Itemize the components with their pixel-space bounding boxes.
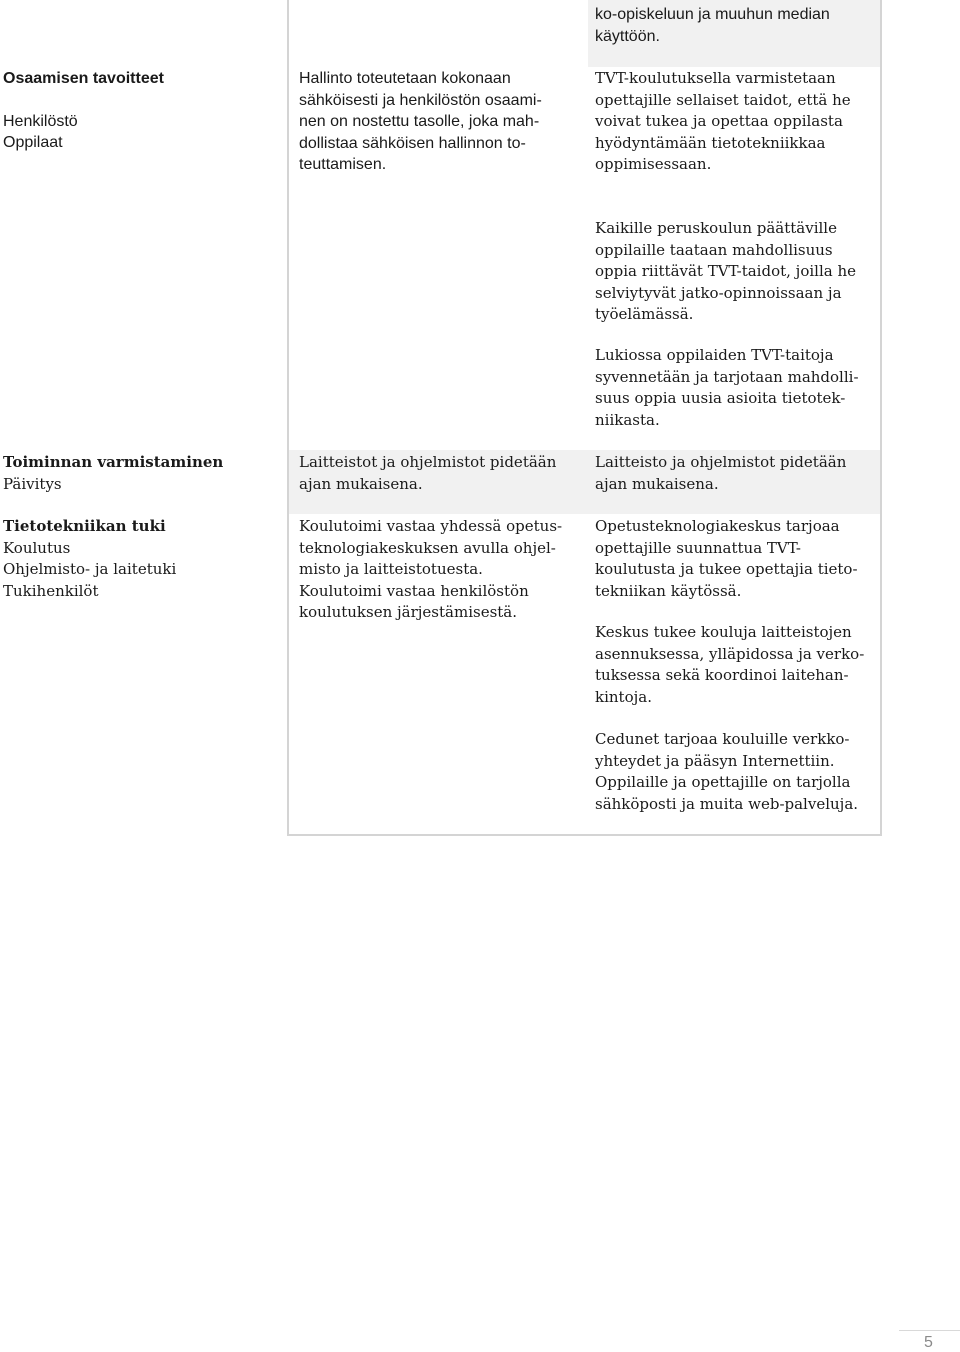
top-row-col3 xyxy=(595,4,880,47)
toiminnan-label xyxy=(3,452,283,495)
section-item: Oppilaat xyxy=(3,134,63,151)
text-line: oppilaille taataan mahdollisuus xyxy=(595,240,833,259)
text-line: Lukiossa oppilaiden TVT-taitoja xyxy=(595,346,834,364)
osaaminen-col2 xyxy=(299,68,584,176)
tietotekniikan-col3-p2 xyxy=(595,622,880,708)
text-line: Laitteisto ja ohjelmistot pidetään xyxy=(595,453,847,471)
text-line: selviytyvät jatko-opinnoissaan ja xyxy=(595,283,842,302)
text-line: hyödyntämään tietotekniikkaa xyxy=(595,133,826,152)
text-line: opettajille suunnattua TVT- xyxy=(595,538,801,557)
text-line: koulutuksen järjestämisestä. xyxy=(299,603,518,621)
text-line: Koulutoimi vastaa henkilöstön xyxy=(299,581,529,600)
section-title: Toiminnan varmistaminen xyxy=(3,453,224,471)
text-line: yhteydet ja pääsyn Internettiin. xyxy=(595,751,835,770)
text-line: teknologiakeskuksen avulla ohjel- xyxy=(299,538,556,557)
text-line: oppimisessaan. xyxy=(595,155,712,173)
section-item: Henkilöstö xyxy=(3,112,78,130)
text-line: opettajille sellaiset taidot, että he xyxy=(595,90,851,109)
text-line: Koulutoimi vastaa yhdessä opetus- xyxy=(299,517,563,535)
text-line: TVT-koulutuksella varmistetaan xyxy=(595,69,836,87)
section-item: Päivitys xyxy=(3,474,62,493)
text-line: ajan mukaisena. xyxy=(595,474,719,493)
text-line: työelämässä. xyxy=(595,305,694,323)
text-line: koulutusta ja tukee opettajia tieto- xyxy=(595,560,858,578)
text-line: tuksessa sekä koordinoi laitehan- xyxy=(595,666,849,684)
text-line: nen on nostettu tasolle, joka mah- xyxy=(299,113,540,130)
text-line: Keskus tukee kouluja laitteistojen xyxy=(595,623,852,641)
toiminnan-col3 xyxy=(595,452,880,495)
section-item: Koulutus xyxy=(3,538,71,557)
text-line: dollistaa sähköisen hallinnon to- xyxy=(299,134,526,152)
footer-rule xyxy=(899,1330,960,1331)
table-right-border xyxy=(880,0,882,836)
text-line: voivat tukea ja opettaa oppilasta xyxy=(595,112,843,130)
text-line: sähköisesti ja henkilöstön osaami- xyxy=(299,91,542,109)
text-line: suus oppia uusia asioita tietotek- xyxy=(595,389,846,407)
text-line: Oppilaille ja opettajille on tarjolla xyxy=(595,773,851,791)
tietotekniikan-col3-p3 xyxy=(595,729,880,815)
text-line: misto ja laitteistotuesta. xyxy=(299,560,483,578)
text-line: Hallinto toteutetaan kokonaan xyxy=(299,70,511,87)
toiminnan-col2 xyxy=(299,452,584,495)
text-line: käyttöön. xyxy=(595,27,660,45)
osaaminen-col3-p2 xyxy=(595,218,880,326)
tietotekniikan-col2 xyxy=(299,516,584,624)
osaaminen-col3 xyxy=(595,68,880,176)
text-line: kintoja. xyxy=(595,687,652,706)
text-line: ko-opiskeluun ja muuhun median xyxy=(595,6,830,23)
osaaminen-col3-p3 xyxy=(595,345,880,431)
section-title: Osaamisen tavoitteet xyxy=(3,70,164,87)
text-line: oppia riittävät TVT-taidot, joilla he xyxy=(595,262,856,280)
text-line: niikasta. xyxy=(595,410,660,429)
text-line: ajan mukaisena. xyxy=(299,474,423,493)
text-line: asennuksessa, ylläpidossa ja verko- xyxy=(595,644,865,663)
tietotekniikan-label xyxy=(3,516,283,602)
tietotekniikan-col3-p1 xyxy=(595,516,880,602)
text-line: Opetusteknologiakeskus tarjoaa xyxy=(595,517,840,535)
text-line: teuttamisen. xyxy=(299,156,387,173)
table-left-border xyxy=(287,0,289,836)
section-title: Tietotekniikan tuki xyxy=(3,517,166,535)
text-line: Kaikille peruskoulun päättäville xyxy=(595,219,837,237)
section-item: Ohjelmisto- ja laitetuki xyxy=(3,560,177,578)
text-line: Cedunet tarjoaa kouluille verkko- xyxy=(595,730,850,748)
text-line: Laitteistot ja ohjelmistot pidetään xyxy=(299,453,557,471)
text-line: tekniikan käytössä. xyxy=(595,581,742,600)
text-line: syvennetään ja tarjotaan mahdolli- xyxy=(595,367,859,386)
page-number: 5 xyxy=(924,1334,933,1351)
text-line: sähköposti ja muita web-palveluja. xyxy=(595,794,859,813)
osaaminen-label xyxy=(3,68,283,154)
section-item: Tukihenkilöt xyxy=(3,581,99,600)
table-bottom-border xyxy=(287,834,882,836)
